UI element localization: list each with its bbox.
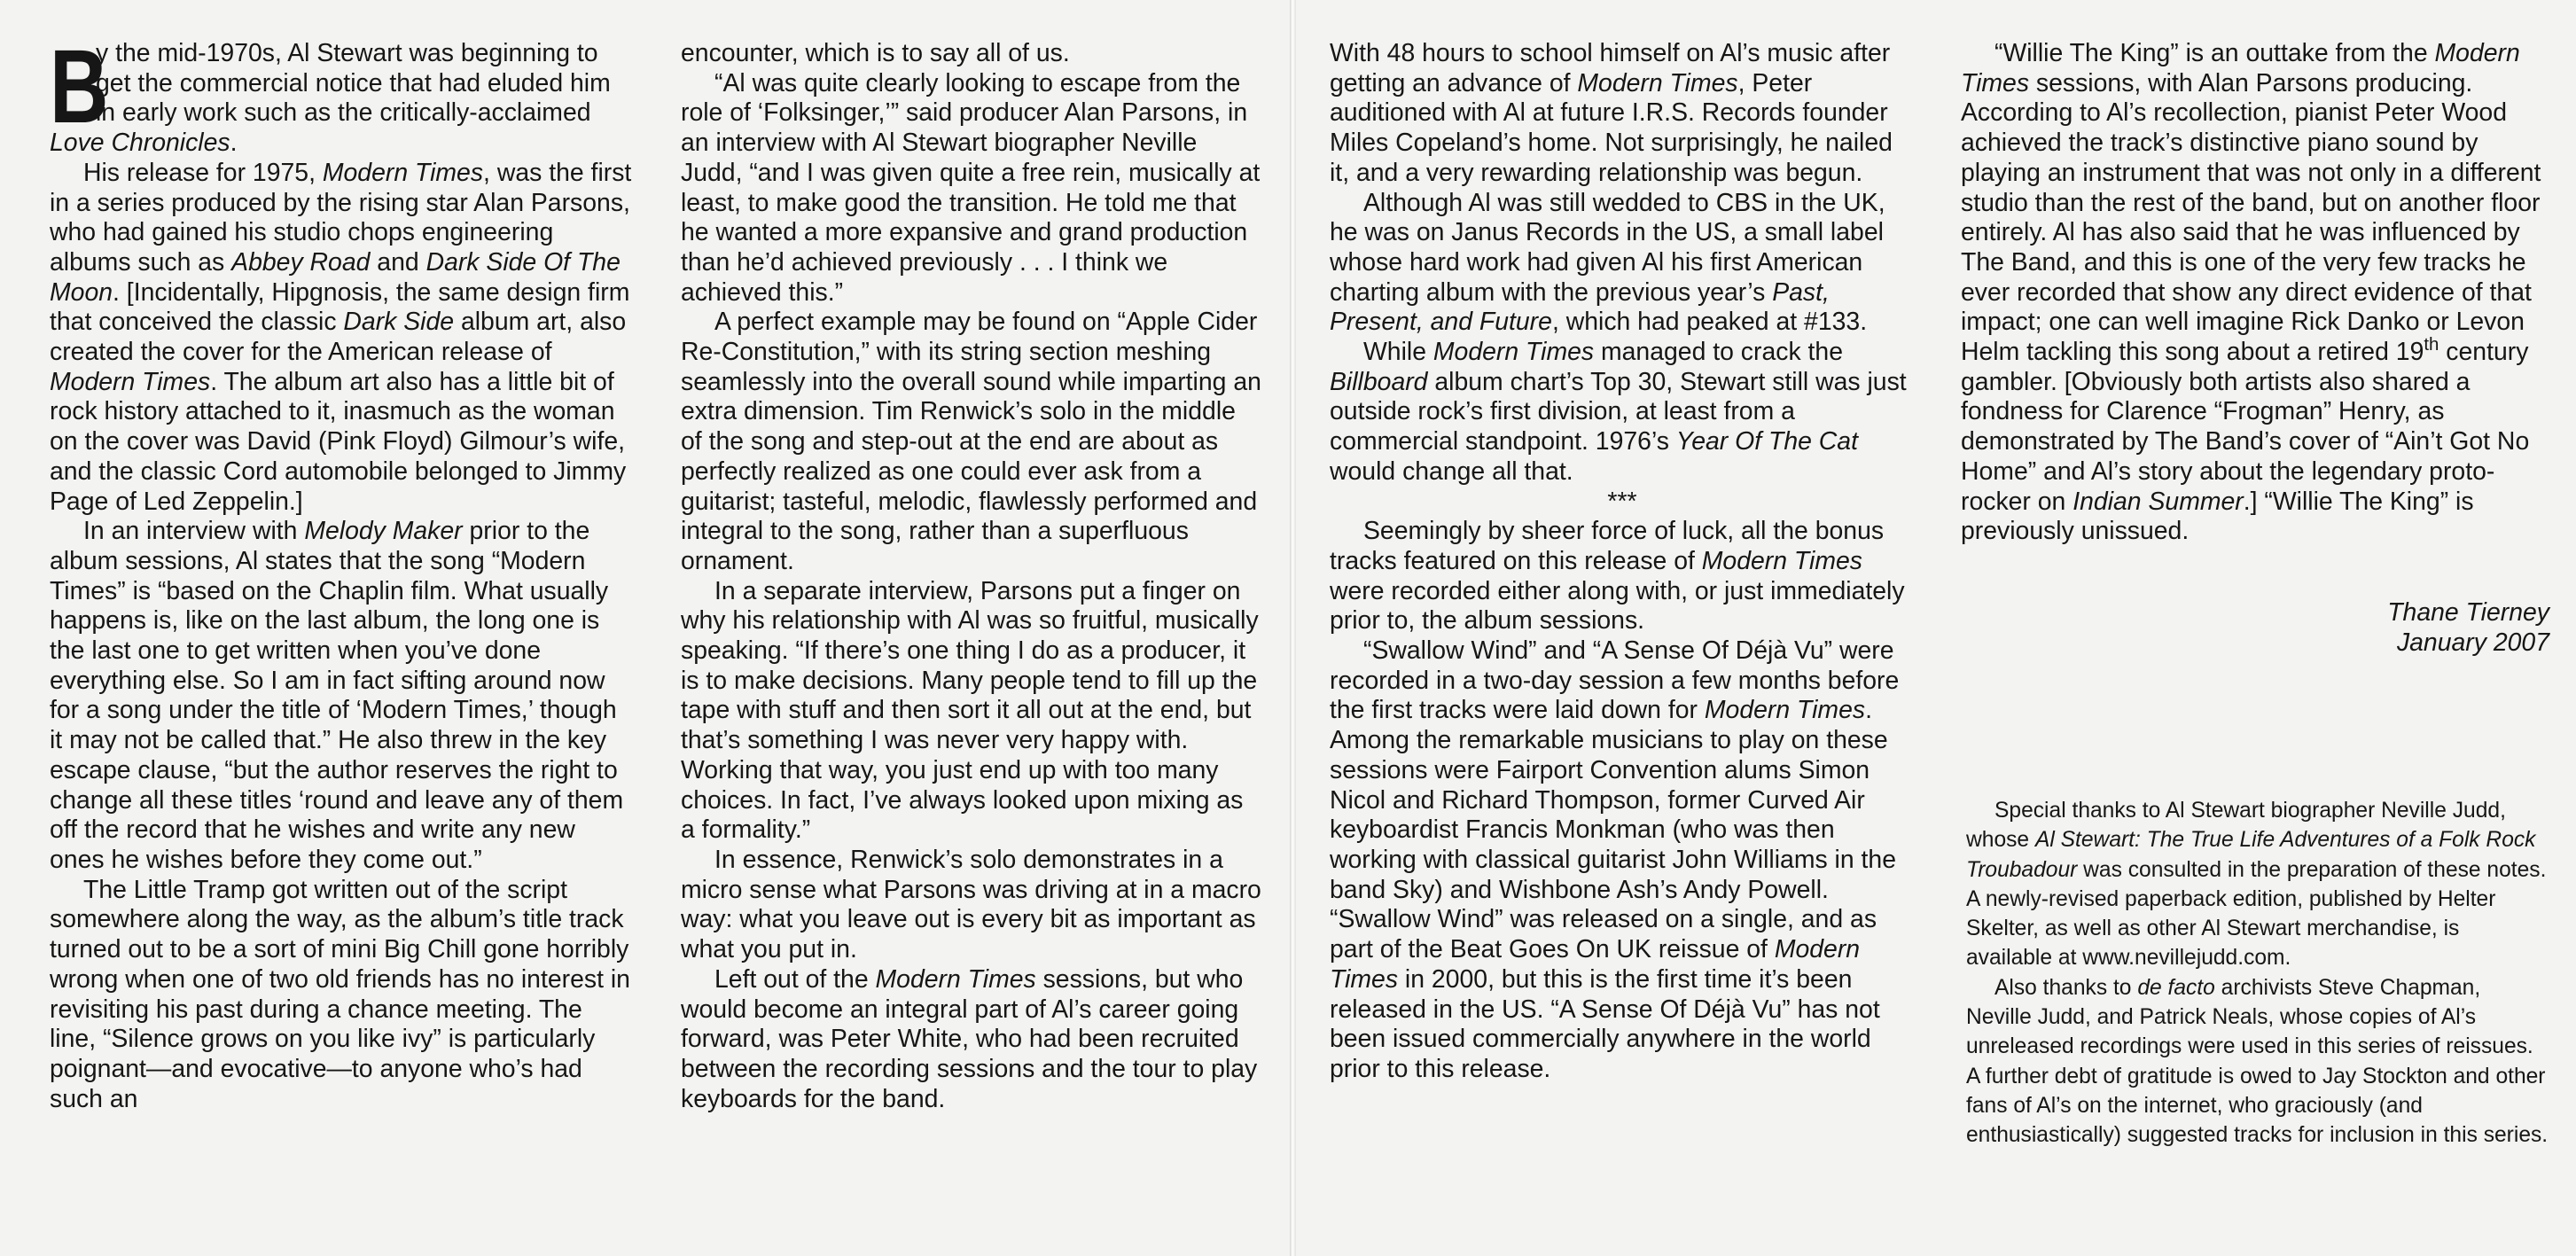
paragraph: “Al was quite clearly looking to escape from the role of ‘Folksinger,’” said producer Alan Parsons, in an interview with Al Stewart biographer Neville Judd, “and I was given quite a free rein, musically at least, to make good the transition. He told me that he wanted a more expansive and grand production than he’d achieved previously . . . I think we achieved this.”: [681, 68, 1261, 307]
page-fold: [1290, 0, 1296, 1256]
paragraph: Left out of the Modern Times sessions, but who would become an integral part of Al’s career going forward, was Peter White, who had been recruited between the recording sessions and the tour to play keyboards for the band.: [681, 964, 1258, 1113]
paragraph: A perfect example may be found on “Apple Cider Re-Constitution,” with its string section meshing seamlessly into the overall sound while imparting an extra dimension. Tim Renwick’s solo in the middle of the song and step-out at the end are about as perfectly realized as one could ever ask from a guitarist; tasteful, melodic, flawlessly performed and integral to the song, rather than a superfluous ornament.: [681, 308, 1261, 575]
column-1: [50, 28, 635, 1114]
paragraph: In essence, Renwick’s solo demonstrates in a micro sense what Parsons was driving at in a macro way: what you leave out is every bit as important as what you put in.: [681, 845, 1261, 964]
paragraph: “Willie The King” is an outtake from the Modern Times sessions, with Alan Parsons producing. According to Al’s recollection, pianist Peter Wood achieved the track’s distinctive piano sound by playing an instrument that was not only in a different studio than the rest of the band, but on another floor entirely. Al has also said that he was influenced by The Band, and this is one of the very few tracks he ever recorded that show any direct evidence of that impact; one can well imagine Rick Danko or Levon Helm tackling this song about a retired 19th century gambler. [Obviously both artists also shared a fondness for Clarence “Frogman” Henry, as demonstrated by The Band’s cover of “Ain’t Got No Home” and Al’s story about the legendary proto-rocker on Indian Summer.] “Willie The King” is previously unissued.: [1961, 39, 2541, 546]
paragraph: Seemingly by sheer force of luck, all the bonus tracks featured on this release of Modern Times were recorded either along with, or just immediately prior to, the album sessions.: [1330, 517, 1905, 636]
paragraph: His release for 1975, Modern Times, was the first in a series produced by the rising star Alan Parsons, who had gained his studio chops engineering albums such as Abbey Road and Dark Side Of The Moon. [Incidentally, Hipgnosis, the same design firm that conceived the classic Dark Side album art, also created the cover for the American release of Modern Times. The album art also has a little bit of rock history attached to it, inasmuch as the woman on the cover was David (Pink Floyd) Gilmour’s wife, and the classic Cord automobile belonged to Jimmy Page of Led Zeppelin.]: [50, 158, 632, 516]
paragraph: In a separate interview, Parsons put a finger on why his relationship with Al was so fruitful, musically speaking. “If there’s one thing I do as a producer, it is to make decisions. Many people tend to fill up the tape with stuff and then sort it all out at the end, but that’s something I was never very happy with. Working that way, you just end up with too many choices. In fact, I’ve always looked upon mixing as a formality.”: [681, 576, 1259, 845]
author-name: Thane Tierney: [2387, 597, 2549, 627]
paragraph: Also thanks to de facto archivists Steve Chapman, Neville Judd, and Patrick Neals, whose copies of Al’s unreleased recordings were used in this series of reissues. A further debt of gratitude is owed to Jay Stockton and other fans of Al’s on the internet, who graciously (and enthusiastically) suggested tracks for inclusion in this series.: [1966, 975, 2549, 1148]
column-4: [1961, 39, 2549, 658]
author-signature: [1961, 598, 2549, 658]
signature-date: January 2007: [2396, 628, 2549, 657]
drop-cap: B: [50, 28, 109, 145]
paragraph: encounter, which is to say all of us.: [681, 39, 1070, 67]
paragraph: Special thanks to Al Stewart biographer Neville Judd, whose Al Stewart: The True Life Adventures of a Folk Rock Troubadour was consulted in the preparation of these notes. A newly-revised paperback edition, published by Helter Skelter, as well as other Al Stewart merchandise, is available at www.nevillejudd.com.: [1966, 799, 2547, 971]
paragraph: B y the mid-1970s, Al Stewart was beginning to get the commercial notice that had eluded him in early work such as the critically-acclaimed Love Chronicles.: [50, 28, 611, 158]
paragraph: Although Al was still wedded to CBS in the UK, he was on Janus Records in the US, a small label whose hard work had given Al his first American charting album with the previous year’s Past, Present, and Future, which had peaked at #133.: [1330, 188, 1885, 337]
paragraph: “Swallow Wind” and “A Sense Of Déjà Vu” were recorded in a two-day session a few months before the first tracks were laid down for Modern Times. Among the remarkable musicians to play on these sessions were Fairport Convention alums Simon Nicol and Richard Thompson, former Curved Air keyboardist Francis Monkman (who was then working with classical guitarist John Williams in the band Sky) and Wishbone Ash’s Andy Powell. “Swallow Wind” was released on a single, and as part of the Beat Goes On UK reissue of Modern Times in 2000, but this is the first time it’s been released in the US. “A Sense Of Déjà Vu” has not been issued commercially anywhere in the world prior to this release.: [1330, 636, 1900, 1083]
acknowledgements: [1966, 796, 2551, 1151]
paragraph: While Modern Times managed to crack the Billboard album chart’s Top 30, Stewart still was just outside rock’s first division, at least from a commercial standpoint. 1976’s Year Of The Cat would change all that.: [1330, 338, 1907, 486]
section-divider: ***: [1607, 487, 1637, 516]
paragraph: In an interview with Melody Maker prior to the album sessions, Al states that the song “Modern Times” is “based on the Chaplin film. What usually happens is, like on the last album, the long one is the last one to get written when you’ve done everything else. So I am in fact sifting around now for a song under the title of ‘Modern Times,’ though it may not be called that.” He also threw in the key escape clause, “but the author reserves the right to change all these titles ‘round and leave any of them off the record that he wishes and write any new ones he wishes before they come out.”: [50, 517, 624, 874]
column-3: [1330, 39, 1915, 1085]
column-2: [681, 39, 1262, 1114]
paragraph: The Little Tramp got written out of the script somewhere along the way, as the album’s title track turned out to be a sort of mini Big Chill gone horribly wrong when one of two old friends has no interest in revisiting his past during a chance meeting. The line, “Silence grows on you like ivy” is particularly poignant—and evocative—to anyone who’s had such an: [50, 875, 630, 1113]
paragraph: With 48 hours to school himself on Al’s music after getting an advance of Modern Times, Peter auditioned with Al at future I.R.S. Records founder Miles Copeland’s home. Not surprisingly, he nailed it, and a very rewarding relationship was begun.: [1330, 39, 1893, 187]
